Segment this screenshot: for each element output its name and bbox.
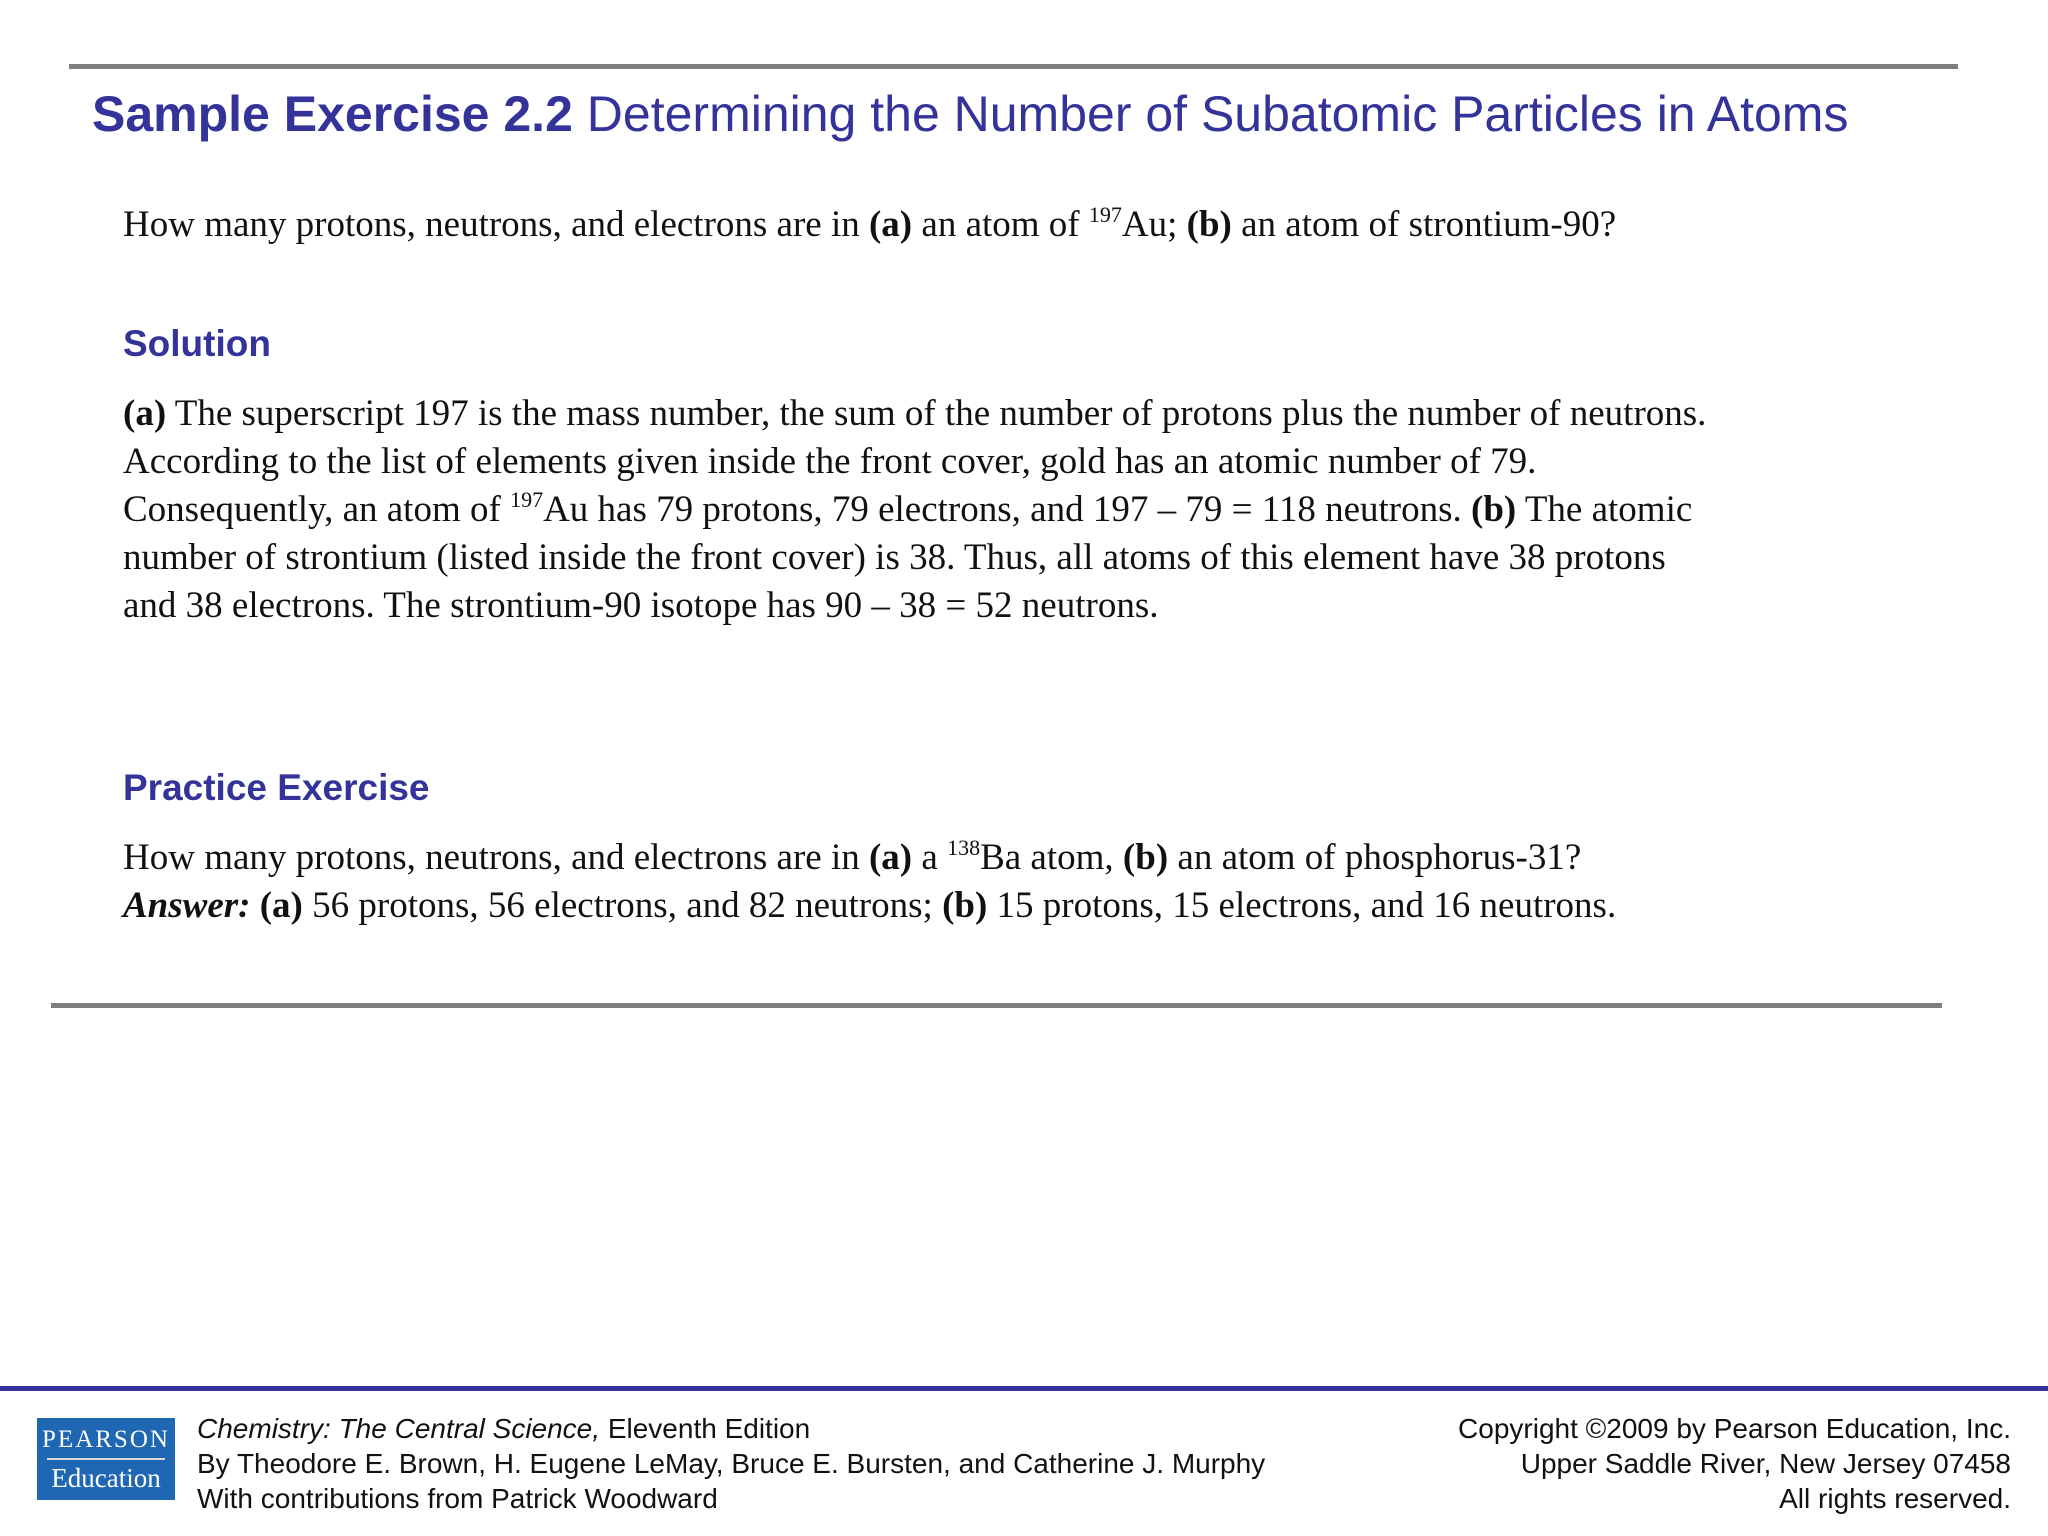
- book-title: Chemistry: The Central Science,: [197, 1413, 601, 1444]
- part-b-label: (b): [1186, 204, 1232, 245]
- answer-text-part: 56 protons, 56 electrons, and 82 neutrons;: [302, 885, 943, 926]
- book-edition: Eleventh Edition: [600, 1413, 811, 1444]
- exercise-label: Sample Exercise 2.2: [92, 86, 573, 142]
- footer-divider: [0, 1386, 2048, 1391]
- page-title: [92, 84, 1848, 144]
- rights-line: All rights reserved.: [1779, 1483, 2011, 1514]
- practice-text-part: a: [912, 837, 948, 878]
- pearson-logo: [37, 1418, 175, 1500]
- practice-text: [123, 834, 1616, 930]
- book-title-line: [197, 1411, 1265, 1446]
- logo-top-text: PEARSON: [42, 1425, 170, 1453]
- copyright-line: Copyright ©2009 by Pearson Education, Inc.: [1458, 1413, 2011, 1444]
- part-b-label: (b): [942, 885, 988, 926]
- solution-line-text: The superscript 197 is the mass number, the sum of the number of protons plus the number of neutrons.: [166, 393, 1707, 434]
- top-divider: [69, 64, 1958, 69]
- part-a-label: (a): [123, 393, 167, 434]
- answer-text-part: 15 protons, 15 electrons, and 16 neutrons.: [987, 885, 1617, 926]
- practice-text-part: Ba atom,: [980, 837, 1123, 878]
- practice-answer: [123, 882, 1616, 930]
- solution-line: According to the list of elements given inside the front cover, gold has an atomic number of 79.: [123, 441, 1537, 482]
- solution-line: number of strontium (listed inside the front cover) is 38. Thus, all atoms of this element have 38 protons: [123, 537, 1666, 578]
- practice-question: [123, 834, 1616, 882]
- mass-number-superscript: 197: [510, 487, 544, 512]
- part-b-label: (b): [1122, 837, 1169, 878]
- practice-text-part: How many protons, neutrons, and electrons are in: [123, 837, 869, 878]
- logo-bottom-text: Education: [51, 1462, 161, 1493]
- question-part: Au;: [1121, 204, 1187, 245]
- part-a-label: (a): [259, 885, 303, 926]
- question-part: an atom of strontium-90?: [1231, 204, 1617, 245]
- part-a-label: (a): [868, 837, 913, 878]
- exercise-title: Determining the Number of Subatomic Particles in Atoms: [586, 86, 1849, 142]
- practice-text-part: an atom of phosphorus-31?: [1168, 837, 1582, 878]
- mass-number-superscript: 197: [1088, 202, 1122, 227]
- book-credits: [197, 1411, 1265, 1516]
- solution-text: [123, 390, 1706, 630]
- answer-label: Answer:: [123, 885, 251, 926]
- practice-heading: Practice Exercise: [123, 767, 430, 808]
- question-part: How many protons, neutrons, and electrons are in: [123, 204, 869, 245]
- solution-line: [123, 390, 1706, 438]
- solution-line-text: Consequently, an atom of: [123, 489, 511, 530]
- part-a-label: (a): [868, 204, 913, 245]
- question-text: [123, 201, 1616, 249]
- copyright-notice: [1458, 1411, 2011, 1516]
- solution-line: and 38 electrons. The strontium-90 isotope has 90 – 38 = 52 neutrons.: [123, 585, 1159, 626]
- solution-heading: Solution: [123, 323, 271, 364]
- question-part: an atom of: [912, 204, 1089, 245]
- part-b-label: (b): [1471, 489, 1517, 530]
- solution-line: [123, 486, 1706, 534]
- solution-line-text: The atomic: [1516, 489, 1693, 530]
- mass-number-superscript: 138: [947, 835, 981, 860]
- publisher-address: Upper Saddle River, New Jersey 07458: [1520, 1448, 2011, 1479]
- book-authors: By Theodore E. Brown, H. Eugene LeMay, Bruce E. Bursten, and Catherine J. Murphy: [197, 1448, 1266, 1479]
- bottom-divider: [51, 1003, 1942, 1008]
- solution-line-text: Au has 79 protons, 79 electrons, and 197 – 79 = 118 neutrons.: [543, 489, 1471, 530]
- logo-bar: [47, 1458, 165, 1460]
- book-contributions: With contributions from Patrick Woodward: [197, 1483, 718, 1514]
